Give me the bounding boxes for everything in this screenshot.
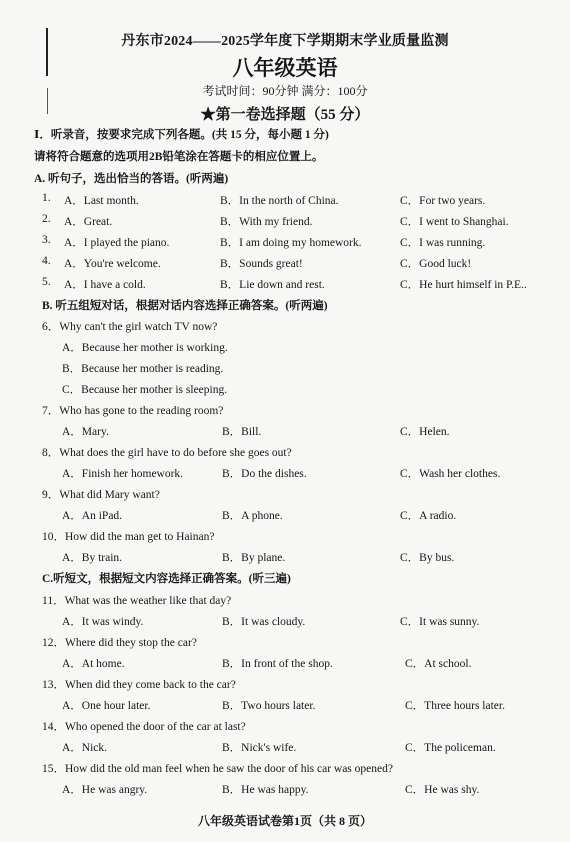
option-a: A．By train. — [62, 552, 123, 564]
question-stem: 11．What was the weather like that day? — [42, 595, 232, 607]
option-c: C．I went to Shanghai. — [400, 216, 509, 228]
option-a: A．Because her mother is working. — [62, 342, 228, 354]
option-a: A．Nick. — [62, 742, 108, 754]
subject-title: 八年级英语 — [232, 56, 338, 80]
option-b: B．In front of the shop. — [222, 658, 333, 670]
exam-title: 丹东市2024——2025学年度下学期期末学业质量监测 — [121, 34, 449, 49]
option-a: A．One hour later. — [62, 700, 151, 712]
option-c: C．He hurt himself in P.E.. — [400, 279, 527, 291]
option-b: B．Lie down and rest. — [220, 279, 325, 291]
option-a: A．Finish her homework. — [62, 468, 184, 480]
exam-info: 考试时间：90分钟 满分：100分 — [202, 84, 368, 98]
question-stem: 9．What did Mary want? — [42, 489, 160, 501]
option-a: A．Last month. — [64, 195, 139, 207]
option-c: C．At school. — [405, 658, 472, 670]
option-c: C．Good luck! — [400, 258, 472, 270]
question-stem: 14．Who opened the door of the car at last? — [42, 721, 246, 733]
question-number: 2. — [42, 213, 51, 225]
option-a: A．Great. — [64, 216, 113, 228]
question-stem: 8．What does the girl have to do before she goes out? — [42, 447, 292, 459]
option-c: C．I was running. — [400, 237, 486, 249]
option-c: C．Because her mother is sleeping. — [62, 384, 228, 396]
option-b: B．Because her mother is reading. — [62, 363, 224, 375]
option-b: B．Nick's wife. — [222, 742, 297, 754]
option-c: C．Three hours later. — [405, 700, 505, 712]
option-a: A．Mary. — [62, 426, 109, 438]
question-number: 1. — [42, 192, 51, 204]
option-a: A．An iPad. — [62, 510, 123, 522]
question-stem: 13．When did they come back to the car? — [42, 679, 236, 691]
option-a: A．I played the piano. — [64, 237, 170, 249]
option-a: A．I have a cold. — [64, 279, 146, 291]
page-footer: 八年级英语试卷第1页（共 8 页） — [197, 814, 372, 828]
question-number: 5. — [42, 276, 51, 288]
option-b: B．Sounds great! — [220, 258, 303, 270]
question-stem: 15．How did the old man feel when he saw the door of his car was opened? — [42, 763, 393, 775]
option-b: B．I am doing my homework. — [220, 237, 362, 249]
option-c: C．For two years. — [400, 195, 486, 207]
option-c: C．By bus. — [400, 552, 455, 564]
section-instruction: 请将符合题意的选项用2B铅笔涂在答题卡的相应位置上。 — [34, 151, 324, 163]
option-b: B．It was cloudy. — [222, 616, 306, 628]
option-b: B．Do the dishes. — [222, 468, 307, 480]
option-a: A．At home. — [62, 658, 125, 670]
question-stem: 7．Who has gone to the reading room? — [42, 405, 224, 417]
question-stem: 12．Where did they stop the car? — [42, 637, 197, 649]
option-c: C．The policeman. — [405, 742, 496, 754]
option-b: B．In the north of China. — [220, 195, 339, 207]
question-number: 3. — [42, 234, 51, 246]
option-a: A．It was windy. — [62, 616, 144, 628]
option-c: C．He was shy. — [405, 784, 480, 796]
option-c: C．A radio. — [400, 510, 457, 522]
option-c: C．It was sunny. — [400, 616, 480, 628]
part-c-heading: C.听短文，根据短文内容选择正确答案。(听三遍) — [42, 573, 291, 585]
option-a: A．He was angry. — [62, 784, 148, 796]
option-b: B．A phone. — [222, 510, 283, 522]
option-c: C．Helen. — [400, 426, 450, 438]
part-b-heading: B. 听五组短对话，根据对话内容选择正确答案。(听两遍) — [42, 300, 328, 312]
question-stem: 10．How did the man get to Hainan? — [42, 531, 215, 543]
part-a-heading: A. 听句子，选出恰当的答语。(听两遍) — [34, 173, 229, 185]
question-stem: 6．Why can't the girl watch TV now? — [42, 321, 218, 333]
part-title: ★第一卷选择题（55 分） — [200, 107, 370, 123]
option-b: B．Bill. — [222, 426, 262, 438]
question-number: 4. — [42, 255, 51, 267]
option-b: B．He was happy. — [222, 784, 309, 796]
option-b: B．Two hours later. — [222, 700, 316, 712]
option-b: B．By plane. — [222, 552, 286, 564]
option-b: B．With my friend. — [220, 216, 313, 228]
option-c: C．Wash her clothes. — [400, 468, 501, 480]
section-heading: Ⅰ．听录音，按要求完成下列各题。(共 15 分，每小题 1 分) — [34, 129, 329, 141]
option-a: A．You're welcome. — [64, 258, 161, 270]
